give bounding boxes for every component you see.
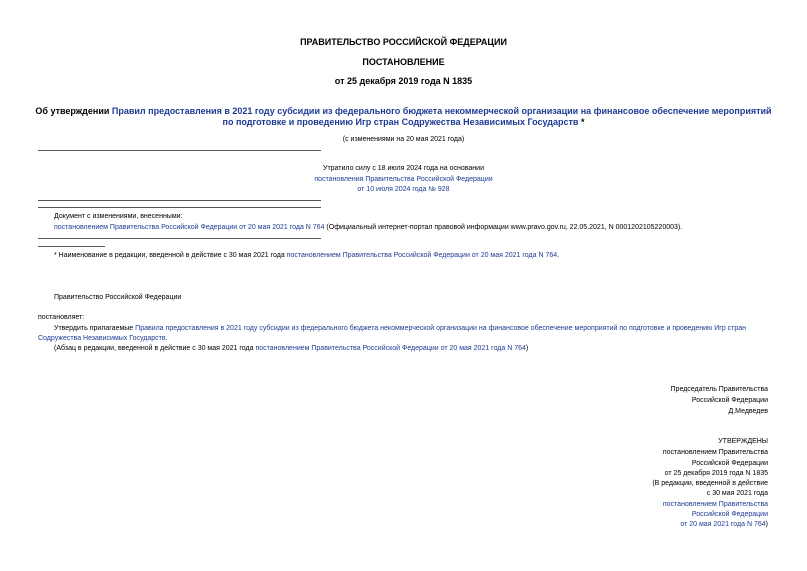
paragraph-note-decree-link[interactable]: постановлением Правительства Российской Федерации от 20 мая 2021 года N 764	[255, 345, 526, 352]
footnote-divider	[38, 246, 105, 247]
title-prefix: Об утверждении	[35, 106, 112, 116]
title-asterisk: *	[578, 117, 585, 127]
approve-rules-link[interactable]: Правила предоставления в 2021 году субсидии из федерального бюджета некоммерческой организации на финансовое обеспечение мероприятий по подготовке и проведению Игр стран	[135, 325, 747, 332]
approved-edit-note: (В редакции, введенной в действие	[652, 480, 768, 487]
approved-date-line: от 25 декабря 2019 года N 1835	[664, 470, 768, 477]
changes-source: (Официальный интернет-портал правовой информации www.pravo.gov.ru, 22.05.2021, N 0001202105220003).	[324, 224, 683, 231]
government-heading: ПРАВИТЕЛЬСТВО РОССИЙСКОЙ ФЕДЕРАЦИИ	[300, 37, 507, 47]
paragraph-edit-note: (Абзац в редакции, введенной в действие с 30 мая 2021 года постановлением Правительства Российской Федерации от 20 мая 2021 года N 764)	[54, 345, 529, 352]
approved-decree-link-line2[interactable]: Российской Федерации	[691, 511, 768, 518]
title-rules-link-continued[interactable]: по подготовке и проведению Игр стран Содружества Независимых Государств	[222, 117, 579, 127]
footnote: * Наименование в редакции, введенной в действие с 30 мая 2021 года постановлением Правительства Российской Федерации от 20 мая 2021 года N 764.	[54, 252, 560, 259]
divider	[38, 238, 321, 239]
approve-line1: Утвердить прилагаемые Правила предоставления в 2021 году субсидии из федерального бюджета некоммерческой организации на финансовое обеспечение мероприятий по подготовке и проведению Игр стран	[54, 325, 747, 332]
signature-country: Российской Федерации	[691, 397, 768, 404]
status-repeal-link[interactable]: постановления Правительства Российской Федерации	[314, 176, 493, 183]
document-type-heading: ПОСТАНОВЛЕНИЕ	[362, 57, 445, 67]
divider	[38, 200, 321, 201]
body-decrees: постановляет:	[38, 314, 85, 321]
divider	[38, 150, 321, 151]
status-line: Утратило силу с 18 июля 2024 года на основании	[323, 165, 484, 172]
document-title-line2	[0, 117, 807, 127]
status-repeal-link-date[interactable]: от 10 июля 2024 года № 928	[357, 186, 450, 193]
document-date-number: от 25 декабря 2019 года N 1835	[334, 76, 473, 86]
changes-label: Документ с изменениями, внесенными:	[54, 213, 183, 220]
body-government: Правительство Российской Федерации	[54, 294, 182, 301]
signature-name: Д.Медведев	[728, 408, 768, 415]
approved-decree-link-line3: от 20 мая 2021 года N 764)	[680, 521, 768, 528]
footnote-decree-link[interactable]: постановлением Правительства Российской Федерации от 20 мая 2021 года N 764	[286, 252, 558, 259]
title-rules-link[interactable]: Правил предоставления в 2021 году субсидии из федерального бюджета некоммерческой организации на финансовое обеспечение мероприятий	[111, 106, 772, 116]
approved-by-line: постановлением Правительства	[662, 449, 768, 456]
document-title-line1	[0, 106, 807, 116]
approved-title: УТВЕРЖДЕНЫ	[718, 438, 768, 445]
approve-rules-link-continued[interactable]: Содружества Независимых Государств	[38, 335, 166, 342]
approve-line2: Содружества Независимых Государств.	[38, 335, 168, 342]
approved-edit-date: с 30 мая 2021 года	[706, 490, 768, 497]
amendments-note: (с изменениями на 20 мая 2021 года)	[342, 136, 465, 143]
approved-country-line: Российской Федерации	[691, 460, 768, 467]
divider	[38, 207, 321, 208]
signature-position: Председатель Правительства	[670, 386, 768, 393]
approved-decree-link-line1[interactable]: постановлением Правительства	[662, 501, 768, 508]
changes-line	[54, 223, 682, 233]
changes-decree-link[interactable]: постановлением Правительства Российской Федерации от 20 мая 2021 года N 764	[54, 224, 325, 231]
